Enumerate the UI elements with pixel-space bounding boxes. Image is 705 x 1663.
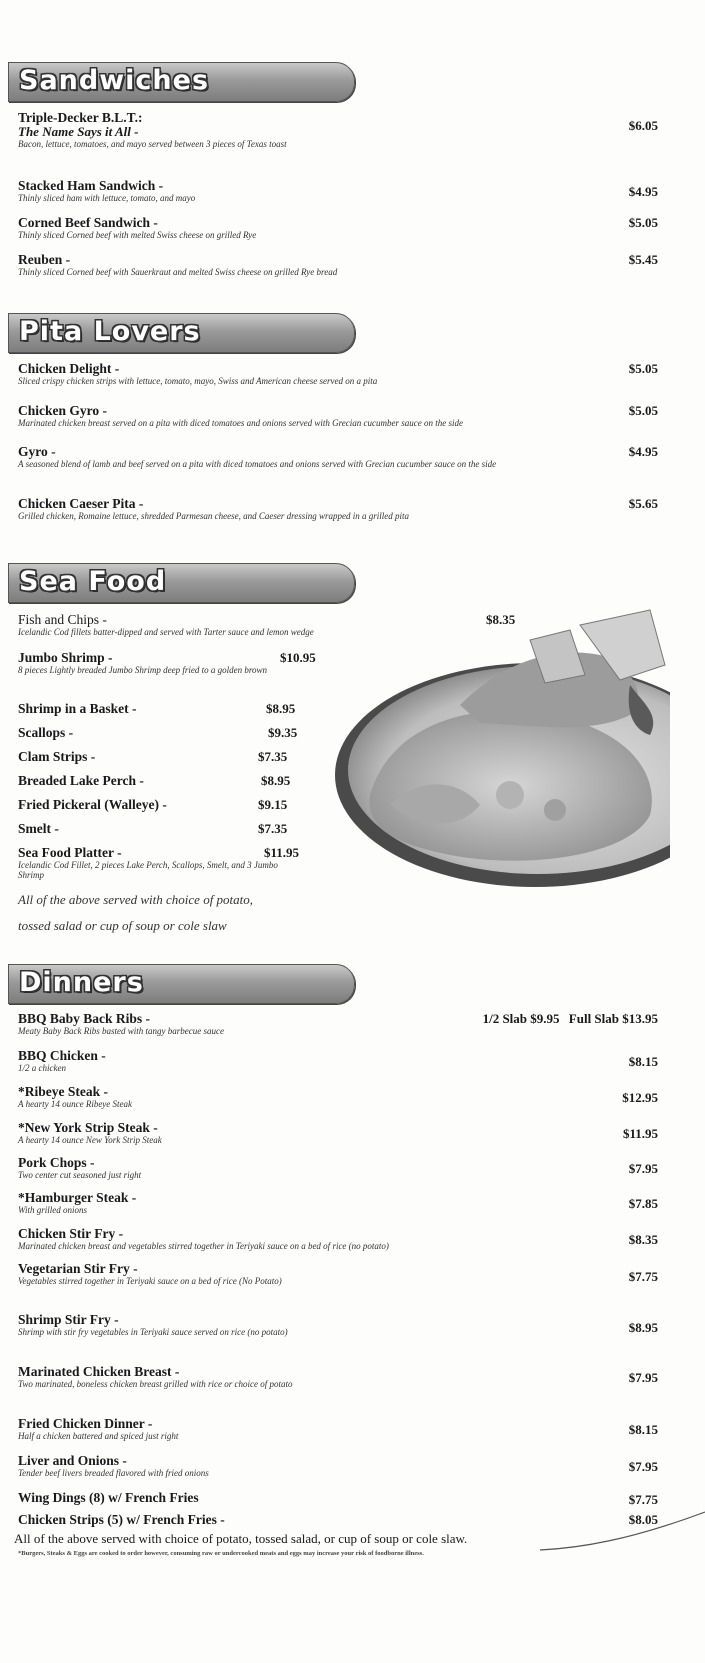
menu-item-shrimp-stir-fry <box>18 1312 658 1337</box>
item-price: $8.35 <box>628 1232 658 1247</box>
item-price: $12.95 <box>622 1090 658 1105</box>
item-desc: Thinly sliced Corned beef with melted Swiss cheese on grilled Rye <box>18 230 257 240</box>
item-name: Fried Pickeral (Walleye) - <box>18 797 167 812</box>
item-price: $7.85 <box>628 1196 658 1211</box>
item-price: $6.05 <box>628 118 658 133</box>
menu-item-jumbo-shrimp <box>18 650 658 675</box>
item-price: $7.95 <box>628 1459 658 1474</box>
item-name: Scallops - <box>18 725 74 740</box>
sandwiches-header <box>8 62 355 102</box>
item-name: Smelt - <box>18 821 59 836</box>
item-price: $7.95 <box>628 1161 658 1176</box>
item-name: *Hamburger Steak - <box>18 1190 137 1205</box>
item-price: $7.75 <box>628 1269 658 1284</box>
item-desc: Sliced crispy chicken strips with lettuce, tomato, mayo, Swiss and American cheese served on a pita <box>18 376 378 386</box>
menu-item-seafood-platter <box>18 845 658 880</box>
item-price: $7.35 <box>258 821 288 836</box>
item-desc: A hearty 14 ounce Ribeye Steak <box>18 1099 133 1109</box>
menu-item-corned-beef <box>18 215 658 240</box>
item-price: $5.45 <box>628 252 658 267</box>
menu-item-chicken-gyro <box>18 403 658 428</box>
item-price: $7.75 <box>628 1492 658 1507</box>
menu-item-pork-chops <box>18 1155 658 1180</box>
dinners-fineprint: *Burgers, Steaks & Eggs are cooked to order however, consuming raw or undercooked meats and eggs may increase your risk of foodborne illness. <box>18 1550 424 1557</box>
item-name: Triple-Decker B.L.T.: <box>18 110 143 125</box>
item-price: $7.35 <box>258 749 288 764</box>
item-price: $5.05 <box>628 403 658 418</box>
item-name: Marinated Chicken Breast - <box>18 1364 180 1379</box>
item-name: Chicken Stir Fry - <box>18 1226 124 1241</box>
seafood-header <box>8 563 355 603</box>
item-name: *Ribeye Steak - <box>18 1084 108 1099</box>
item-price: $5.65 <box>628 496 658 511</box>
item-price: $8.15 <box>628 1054 658 1069</box>
item-name: BBQ Chicken - <box>18 1048 106 1063</box>
item-desc: Two center cut seasoned just right <box>18 1170 142 1180</box>
menu-item-liver-onions <box>18 1453 658 1478</box>
item-name: Pork Chops - <box>18 1155 95 1170</box>
menu-item-reuben <box>18 252 658 277</box>
item-desc: Thinly sliced ham with lettuce, tomato, and mayo <box>18 193 196 203</box>
item-price: $10.95 <box>280 650 316 665</box>
item-name: Wing Dings (8) w/ French Fries <box>18 1490 199 1505</box>
menu-item-hamburger-steak <box>18 1190 658 1215</box>
menu-item-chicken-delight <box>18 361 658 386</box>
seafood-note-line2: tossed salad or cup of soup or cole slaw <box>18 918 227 933</box>
item-price: $5.05 <box>628 215 658 230</box>
item-desc: Two marinated, boneless chicken breast grilled with rice or choice of potato <box>18 1379 293 1389</box>
item-price: $8.95 <box>261 773 291 788</box>
item-desc: Half a chicken battered and spiced just right <box>18 1431 179 1441</box>
menu-item-bbq-chicken <box>18 1048 658 1073</box>
item-desc: Thinly sliced Corned beef with Sauerkraut and melted Swiss cheese on grilled Rye bread <box>18 267 338 277</box>
menu-item-ham <box>18 178 658 203</box>
menu-item-ny-strip <box>18 1120 658 1145</box>
item-price: $11.95 <box>264 845 300 860</box>
item-name: Gyro - <box>18 444 56 459</box>
item-desc: A seasoned blend of lamb and beef served on a pita with diced tomatoes and onions served with Grecian cucumber sauce on the side <box>18 459 497 469</box>
seafood-note-line1: All of the above served with choice of potato, <box>18 892 254 907</box>
item-desc: Tender beef livers breaded flavored with fried onions <box>18 1468 209 1478</box>
dinners-header <box>8 964 355 1004</box>
item-price: $11.95 <box>622 1126 658 1141</box>
item-desc: Icelandic Cod fillets batter-dipped and served with Tarter sauce and lemon wedge <box>18 627 314 637</box>
item-price: $9.35 <box>268 725 298 740</box>
item-price: $8.95 <box>266 701 296 716</box>
menu-item-fried-chicken <box>18 1416 658 1441</box>
menu-item-chicken-stir-fry <box>18 1226 658 1251</box>
menu-item-vegetarian-stir-fry <box>18 1261 658 1286</box>
item-desc: Grilled chicken, Romaine lettuce, shredded Parmesan cheese, and Caeser dressing wrapped in a grilled pita <box>18 511 410 521</box>
item-name: Fried Chicken Dinner - <box>18 1416 153 1431</box>
item-price: $4.95 <box>628 184 658 199</box>
scan-pen-mark <box>540 1500 705 1560</box>
menu-item-bbq-ribs <box>18 1011 658 1036</box>
item-name: *New York Strip Steak - <box>18 1120 158 1135</box>
menu-item-fish-chips <box>18 612 658 637</box>
item-name: Shrimp in a Basket - <box>18 701 137 716</box>
item-price: $4.95 <box>628 444 658 459</box>
item-desc: Shrimp with stir fry vegetables in Teriyaki sauce served on rice (no potato) <box>18 1327 288 1337</box>
item-tagline: The Name Says it All - <box>18 124 139 139</box>
item-desc: With grilled onions <box>18 1205 88 1215</box>
menu-item-blt <box>18 110 658 149</box>
item-name: Sea Food Platter - <box>18 845 122 860</box>
item-desc: Bacon, lettuce, tomatoes, and mayo served between 3 pieces of Texas toast <box>18 139 287 149</box>
sandwiches-title: Sandwiches <box>19 65 210 96</box>
item-desc: 8 pieces Lightly breaded Jumbo Shrimp deep fried to a golden brown <box>18 665 268 675</box>
item-name: Corned Beef Sandwich - <box>18 215 158 230</box>
item-price: $8.95 <box>628 1320 658 1335</box>
menu-item-scallops <box>18 725 658 740</box>
item-name: Chicken Strips (5) w/ French Fries - <box>18 1512 225 1527</box>
item-desc: Vegetables stirred together in Teriyaki sauce on a bed of rice (No Potato) <box>18 1276 282 1286</box>
item-name: BBQ Baby Back Ribs - <box>18 1011 151 1026</box>
seafood-title: Sea Food <box>19 566 167 597</box>
full-slab-price: Full Slab $13.95 <box>568 1011 658 1026</box>
menu-item-clam-strips <box>18 749 658 764</box>
item-desc: Marinated chicken breast served on a pita with diced tomatoes and onions served with Grecian cucumber sauce on the side <box>18 418 463 428</box>
dinners-title: Dinners <box>19 967 144 998</box>
ribs-prices <box>477 1011 658 1027</box>
item-name: Breaded Lake Perch - <box>18 773 144 788</box>
item-desc: Marinated chicken breast and vegetables stirred together in Teriyaki sauce on a bed of rice (no potato) <box>18 1241 389 1251</box>
item-desc: Meaty Baby Back Ribs basted with tangy barbecue sauce <box>18 1026 224 1036</box>
item-name: Chicken Caeser Pita - <box>18 496 144 511</box>
item-name: Chicken Delight - <box>18 361 120 376</box>
half-slab-price: 1/2 Slab $9.95 <box>482 1011 560 1026</box>
item-name: Shrimp Stir Fry - <box>18 1312 119 1327</box>
item-price: $8.05 <box>628 1512 658 1527</box>
item-name: Liver and Onions - <box>18 1453 127 1468</box>
item-desc: 1/2 a chicken <box>18 1063 66 1073</box>
item-name: Jumbo Shrimp - <box>18 650 113 665</box>
menu-item-smelt <box>18 821 658 836</box>
item-name: Chicken Gyro - <box>18 403 108 418</box>
pita-header <box>8 313 355 353</box>
menu-item-shrimp-basket <box>18 701 658 716</box>
item-price: $8.15 <box>628 1422 658 1437</box>
item-price: $8.35 <box>486 612 516 627</box>
menu-item-marinated-chicken <box>18 1364 658 1389</box>
item-price: $7.95 <box>628 1370 658 1385</box>
item-name: Fish and Chips - <box>18 612 107 627</box>
menu-item-ribeye <box>18 1084 658 1109</box>
item-price: $5.05 <box>628 361 658 376</box>
menu-item-lake-perch <box>18 773 658 788</box>
menu-item-caeser-pita <box>18 496 658 521</box>
item-name: Reuben - <box>18 252 71 267</box>
item-name: Clam Strips - <box>18 749 96 764</box>
item-price: $9.15 <box>258 797 288 812</box>
menu-item-pickeral <box>18 797 658 812</box>
item-name: Stacked Ham Sandwich - <box>18 178 164 193</box>
dinners-note: All of the above served with choice of potato, tossed salad, or cup of soup or cole slaw. <box>14 1531 468 1546</box>
item-desc: A hearty 14 ounce New York Strip Steak <box>18 1135 162 1145</box>
pita-title: Pita Lovers <box>19 316 201 347</box>
item-name: Vegetarian Stir Fry - <box>18 1261 138 1276</box>
menu-item-gyro <box>18 444 658 469</box>
item-desc: Icelandic Cod Fillet, 2 pieces Lake Perch, Scallops, Smelt, and 3 Jumbo Shrimp <box>18 860 278 880</box>
